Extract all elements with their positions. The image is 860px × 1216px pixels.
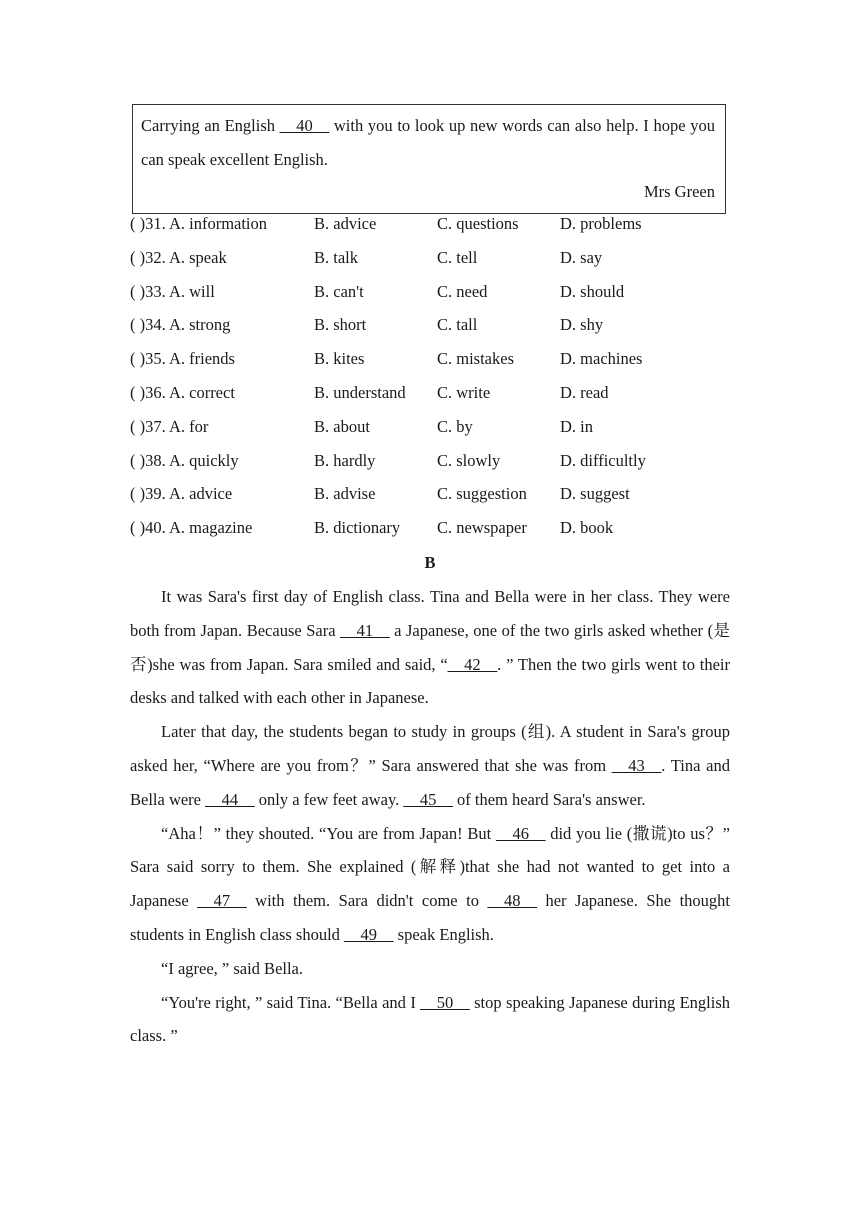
question-31-b: B. advice	[314, 214, 377, 233]
question-34-b: B. short	[314, 315, 367, 335]
question-33-c: C. need	[437, 281, 488, 301]
letter-text-1: Carrying an English	[141, 116, 280, 135]
section-title: B	[424, 553, 436, 572]
blank-41: __41__	[340, 620, 390, 640]
option-row-33	[130, 275, 750, 309]
question-34-c: C. tall	[437, 315, 478, 335]
option-row-35	[130, 342, 750, 376]
question-33-a: ( )33. A. will	[130, 281, 215, 301]
blank-50: __50__	[420, 992, 470, 1012]
p2-text-1: Later that day, the students began to study in groups (组). A student in Sara's group asked her, “Where are you from？” Sara answered that she was from	[130, 722, 730, 775]
paragraph-1	[130, 580, 730, 715]
question-39-b: B. advise	[314, 484, 376, 504]
blank-42: __42__	[447, 654, 498, 674]
p2-text-2: . Tina and Bella were	[130, 755, 730, 809]
p2-text-4: of them heard Sara's answer.	[452, 789, 646, 809]
question-38-a: ( )38. A. quickly	[130, 450, 239, 470]
option-row-37	[130, 410, 750, 444]
question-40-a: ( )40. A. magazine	[130, 518, 253, 538]
question-33-b: B. can't	[314, 281, 364, 301]
question-35-d: D. machines	[560, 349, 643, 369]
question-32-a: ( )32. A. speak	[130, 247, 227, 267]
question-35-a: ( )35. A. friends	[130, 349, 235, 369]
option-row-36	[130, 376, 750, 410]
option-row-32	[130, 241, 750, 275]
question-38-d: D. difficultly	[560, 450, 646, 470]
letter-text-2: with you to look up new words can also help. I hope you can speak excellent English.	[141, 116, 715, 169]
question-34-a: ( )34. A. strong	[130, 315, 231, 335]
blank-40: __40__	[279, 116, 330, 135]
option-row-39	[130, 477, 750, 511]
p1-text-1: It was Sara's first day of English class. Tina and Bella were in her class. They were both from Japan. Because Sara	[130, 587, 730, 640]
question-40-d: D. book	[560, 518, 614, 538]
question-31-d: D. problems	[560, 214, 642, 233]
question-36-b: B. understand	[314, 382, 406, 402]
question-32-d: D. say	[560, 247, 603, 267]
blank-45: __45__	[403, 789, 453, 809]
question-33-d: D. should	[560, 281, 625, 301]
option-row-34	[130, 308, 750, 342]
option-row-31	[130, 207, 750, 241]
p3-text-4: her Japanese. She thought students in English class should	[130, 891, 731, 944]
paragraph-3	[130, 817, 730, 952]
question-38-c: C. slowly	[437, 450, 501, 470]
question-37-c: C. by	[437, 416, 473, 436]
blank-43: __43__	[611, 755, 662, 775]
question-36-d: D. read	[560, 382, 609, 402]
p3-text-5: speak English.	[393, 924, 494, 944]
blank-47: __47__	[197, 891, 247, 911]
p3-text-3: with them. Sara didn't come to	[246, 891, 488, 911]
question-40-c: C. newspaper	[437, 518, 527, 538]
question-37-d: D. in	[560, 416, 593, 436]
question-39-d: D. suggest	[560, 484, 630, 504]
paragraph-2	[130, 715, 730, 816]
question-39-a: ( )39. A. advice	[130, 484, 233, 504]
p1-text-3: . ” Then the two girls went to their desks and talked with each other in Japanese.	[130, 654, 730, 708]
blank-48: __48__	[487, 891, 537, 911]
question-35-b: B. kites	[314, 349, 365, 369]
paragraph-4: “I agree, ” said Bella.	[161, 958, 304, 978]
letter-excerpt-box	[132, 104, 726, 214]
letter-signature: Mrs Green	[643, 182, 715, 201]
question-31-a: ( )31. A. information	[130, 214, 268, 233]
question-37-b: B. about	[314, 416, 370, 436]
reading-passage	[130, 580, 730, 1053]
option-row-40	[130, 511, 750, 545]
question-31-c: C. questions	[437, 214, 519, 233]
p1-text-2: a Japanese, one of the two girls asked whether (是否)she was from Japan. Sara smiled and said, “	[130, 620, 730, 674]
p5-text-2: stop speaking Japanese during English class. ”	[130, 992, 731, 1046]
question-36-a: ( )36. A. correct	[130, 382, 235, 402]
question-32-b: B. talk	[314, 247, 358, 267]
question-35-c: C. mistakes	[437, 349, 514, 369]
paragraph-5	[130, 986, 730, 1054]
letter-text	[141, 109, 715, 177]
blank-44: __44__	[205, 789, 255, 809]
p5-text-1: “You're right, ” said Tina. “Bella and I	[161, 992, 421, 1012]
question-36-c: C. write	[437, 382, 491, 402]
p3-text-2: did you lie (撒谎)to us？” Sara said sorry to them. She explained (解释)that she had not wanted to get into a Japanese	[130, 823, 730, 911]
question-40-b: B. dictionary	[314, 518, 401, 538]
question-39-c: C. suggestion	[437, 484, 527, 504]
option-row-38	[130, 444, 750, 478]
question-38-b: B. hardly	[314, 450, 376, 470]
p3-text-1: “Aha！” they shouted. “You are from Japan! But	[161, 823, 496, 843]
options-list	[130, 207, 750, 545]
p2-text-3: only a few feet away.	[254, 789, 404, 809]
question-37-a: ( )37. A. for	[130, 416, 209, 436]
question-32-c: C. tell	[437, 247, 478, 267]
blank-46: __46__	[495, 823, 546, 843]
blank-49: __49__	[344, 924, 394, 944]
question-34-d: D. shy	[560, 315, 604, 335]
